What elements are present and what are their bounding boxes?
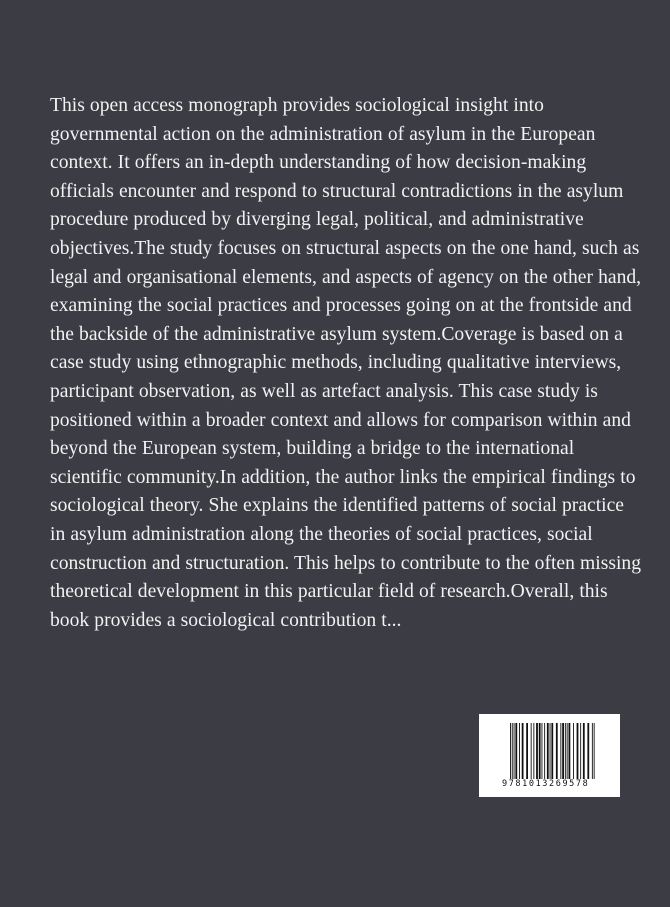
cover-blurb: This open access monograph provides sociological insight into governmental action on the administration of asylum in the European context. It offers an in-depth understanding of how decision-making officials encounter and respond to structural contradictions in the asylum procedure produced by diverging legal, political, and administrative objectives.The study focuses on structural aspects on the one hand, such as legal and organisational elements, and aspects of agency on the other hand, examining the social practices and processes going on at the frontside and the backside of the administrative asylum system.Coverage is based on a case study using ethnographic methods, including qualitative interviews, participant observation, as well as artefact analysis. This case study is positioned within a broader context and allows for comparison within and beyond the European system, building a bridge to the international scientific community.In addition, the author links the empirical findings to sociological theory. She explains the identified patterns of social practice in asylum administration along the theories of social practices, social construction and structuration. This helps to contribute to the often missing theoretical development in this particular field of research.Overall, this book provides a sociological contribution t... bbox=[50, 95, 642, 631]
barcode-bars-icon bbox=[510, 723, 600, 779]
barcode bbox=[479, 714, 620, 797]
barcode-number: 9781013269578 bbox=[502, 779, 590, 789]
